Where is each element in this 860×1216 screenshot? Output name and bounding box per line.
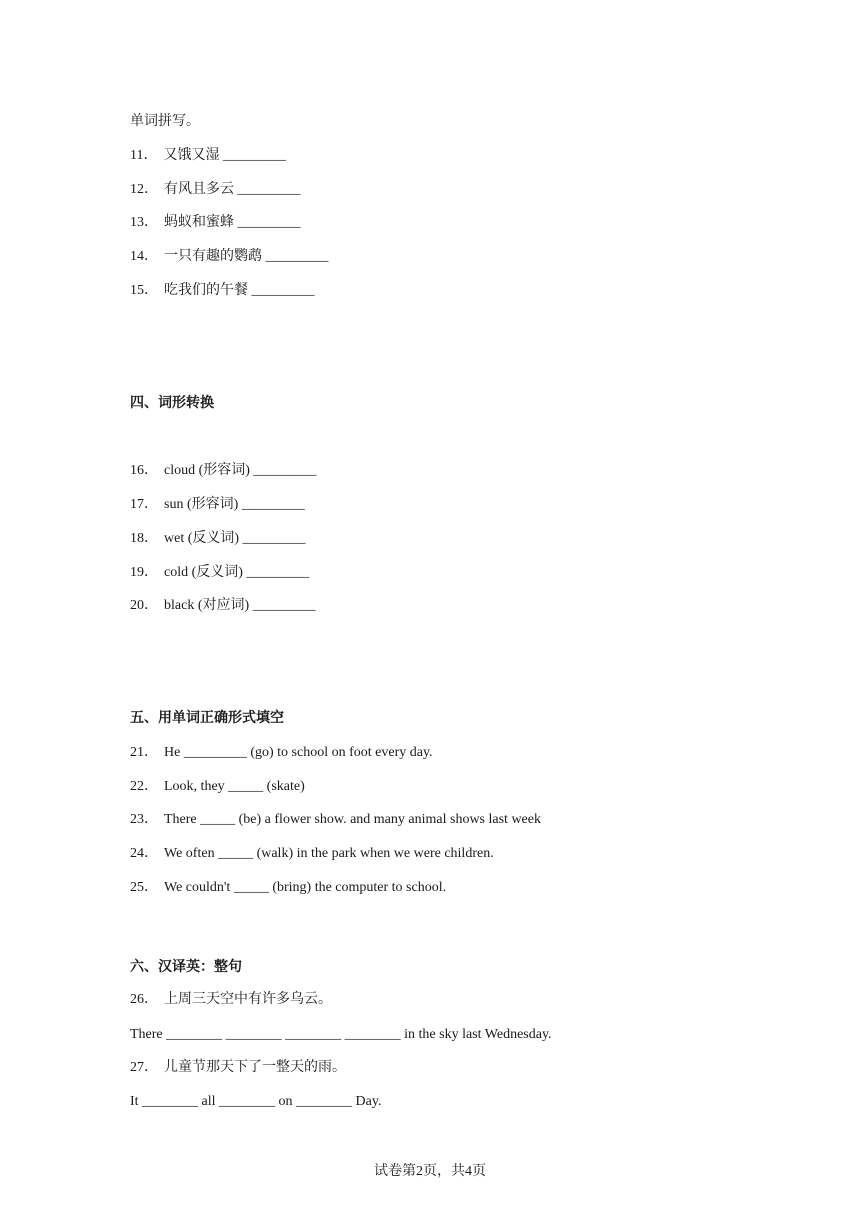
question-text: 上周三天空中有许多乌云。	[164, 992, 332, 1007]
section-5-title: 五、用单词正确形式填空	[130, 710, 284, 726]
question-22	[130, 778, 305, 796]
question-23	[130, 811, 541, 829]
question-text: There _____ (be) a flower show. and many animal shows last week	[164, 812, 541, 827]
question-text: He _________ (go) to school on foot every day.	[164, 745, 433, 760]
section-4-title: 四、词形转换	[130, 395, 214, 411]
question-text: 蚂蚁和蜜蜂 _________	[164, 215, 301, 230]
question-number: 14．	[130, 249, 158, 264]
question-text: black (对应词) _________	[164, 598, 316, 613]
question-26	[130, 991, 332, 1009]
question-16	[130, 462, 316, 480]
question-text: sun (形容词) _________	[164, 497, 305, 512]
question-27-answer-line: It ________ all ________ on ________ Day.	[130, 1094, 382, 1109]
question-text: 吃我们的午餐 _________	[164, 283, 315, 298]
question-25	[130, 879, 446, 897]
question-text: We couldn't _____ (bring) the computer to school.	[164, 880, 447, 895]
question-number: 21．	[130, 745, 158, 760]
question-number: 18．	[130, 531, 158, 546]
question-17	[130, 496, 305, 514]
question-13	[130, 214, 301, 232]
question-18	[130, 530, 306, 548]
question-text: 有风且多云 _________	[164, 182, 301, 197]
question-number: 13．	[130, 215, 158, 230]
question-number: 22．	[130, 779, 158, 794]
question-text: 一只有趣的鹦鹉 _________	[164, 249, 329, 264]
question-number: 23．	[130, 812, 158, 827]
question-number: 24．	[130, 846, 158, 861]
question-number: 11．	[130, 148, 158, 163]
question-27	[130, 1059, 346, 1077]
question-number: 16．	[130, 463, 158, 478]
question-text: Look, they _____ (skate)	[164, 779, 305, 794]
section-6-title: 六、汉译英：整句	[130, 959, 242, 975]
question-text: 又饿又湿 _________	[163, 148, 286, 163]
question-number: 25．	[130, 880, 158, 895]
question-20	[130, 597, 316, 615]
question-number: 20．	[130, 598, 158, 613]
page-footer: 试卷第2页，共4页	[374, 1164, 486, 1179]
spelling-intro: 单词拼写。	[130, 114, 200, 129]
question-number: 26．	[130, 992, 158, 1007]
question-text: cloud (形容词) _________	[164, 463, 317, 478]
question-number: 19．	[130, 565, 158, 580]
question-number: 27．	[130, 1060, 158, 1075]
question-text: We often _____ (walk) in the park when we were children.	[164, 846, 494, 861]
question-11	[130, 147, 286, 165]
question-number: 17．	[130, 497, 158, 512]
question-number: 12．	[130, 182, 158, 197]
question-text: wet (反义词) _________	[164, 531, 306, 546]
question-15	[130, 282, 315, 300]
question-text: 儿童节那天下了一整天的雨。	[164, 1060, 346, 1075]
question-number: 15．	[130, 283, 158, 298]
question-text: cold (反义词) _________	[164, 565, 310, 580]
question-12	[130, 181, 301, 199]
question-19	[130, 564, 309, 582]
question-26-answer-line: There ________ ________ ________ ________ in the sky last Wednesday.	[130, 1027, 552, 1042]
question-14	[130, 248, 329, 266]
question-21	[130, 744, 433, 762]
question-24	[130, 845, 494, 863]
